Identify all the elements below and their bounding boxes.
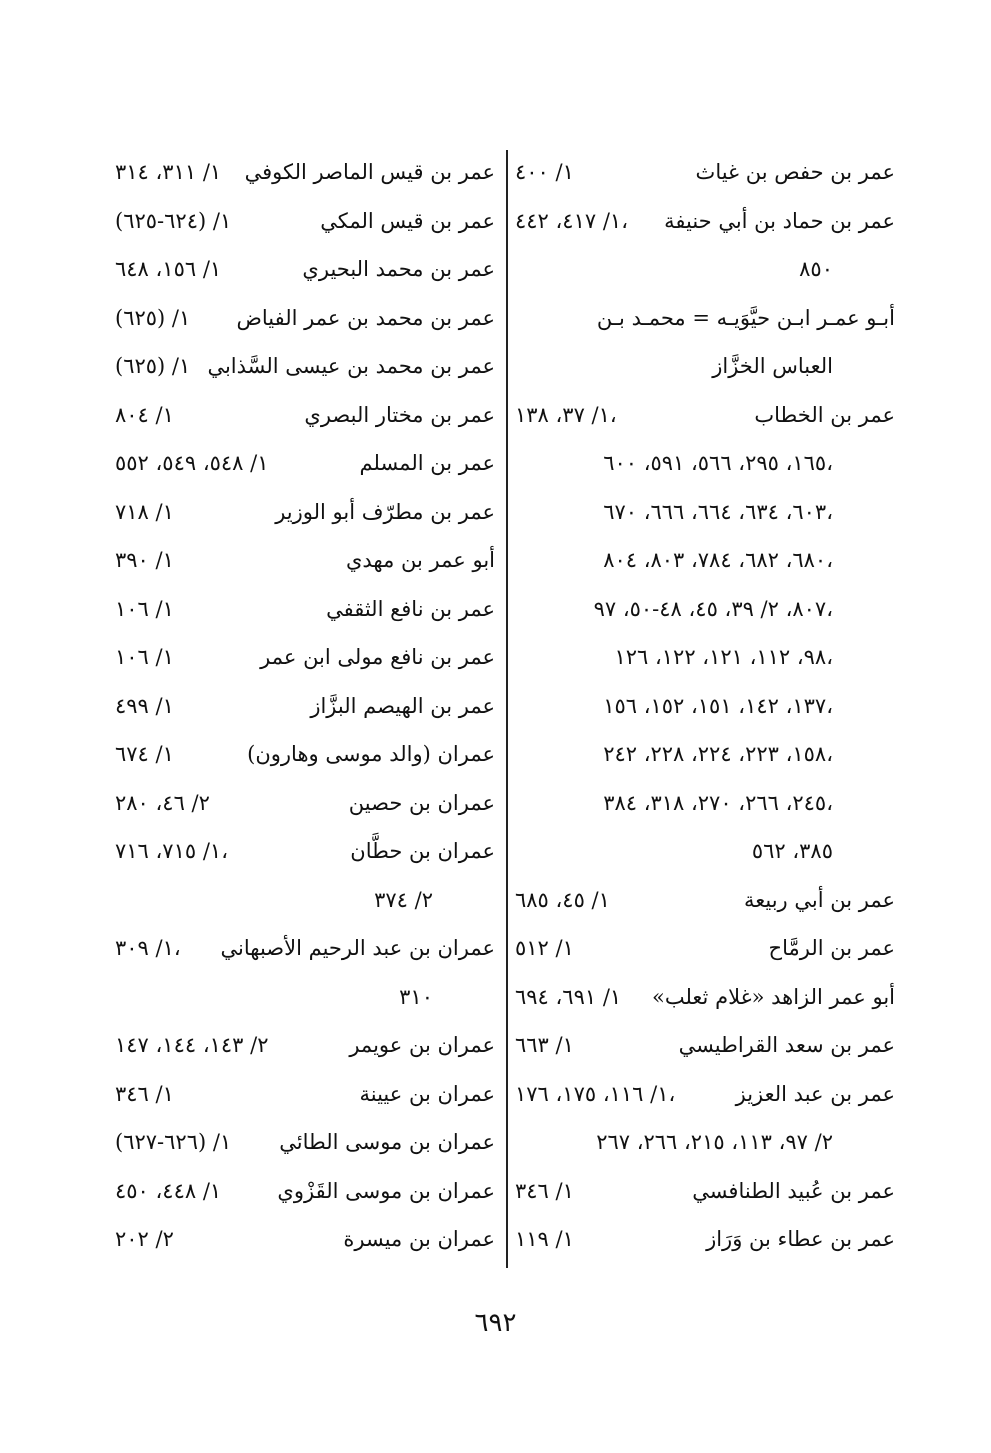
entry-refs: ٢/ ٢٠٢ [115,1227,174,1251]
index-entry [515,197,895,246]
index-entry [515,148,895,197]
entry-name: عمران بن ميسرة [343,1227,495,1251]
entry-name: عمر بن محمد بن عمر الفياض [236,305,495,330]
index-entry [515,1070,895,1119]
entry-refs: ١/ ١٠٦ [115,645,174,669]
entry-refs: ١/ ٥١٢ [515,936,574,960]
entry-name: عمر بن حماد بن أبي حنيفة [664,208,895,233]
entry-refs: ٢/ ٣٧٤ [374,887,433,912]
entry-name: عمران بن حطَّان [350,839,495,863]
entry-refs: ٣٨٥، ٥٦٢ [751,839,833,863]
entry-name: عمران (والد موسى وهارون) [247,742,495,766]
column-divider [506,150,508,1268]
index-entry [515,294,895,343]
index-entry [515,585,895,634]
index-entry [115,245,495,294]
entry-refs: ١/ ٤٩٩ [115,693,174,718]
index-column-left [115,148,495,1264]
index-entry [115,730,495,779]
entry-refs: ٨٥٠ [799,257,833,281]
index-entry [115,924,495,973]
entry-refs: ١/ ٣٤٦ [515,1178,574,1203]
entry-name: عمر بن عُبيد الطنافسي [692,1178,895,1203]
index-entry [515,488,895,537]
index-entry [115,827,495,876]
entry-name: عمر بن محمد البحيري [302,257,495,281]
index-entry [115,585,495,634]
entry-name: عمر بن محمد بن عيسى السَّذابي [207,354,495,378]
entry-name: عمر بن مختار البصري [304,402,495,427]
entry-refs: ١/ ٣٧، ١٣٨، [515,402,617,427]
index-entry [115,488,495,537]
entry-name: عمر بن الخطاب [754,402,895,427]
index-entry [515,1118,895,1167]
entry-refs: ١/ ٧١٨ [115,499,174,524]
entry-refs: ١/ ١١٩ [515,1227,574,1251]
index-entry [115,876,495,925]
entry-refs: ١٣٧، ١٤٢، ١٥١، ١٥٢، ١٥٦، [603,693,833,718]
index-entry [515,536,895,585]
page-number: ٦٩٢ [474,1308,517,1338]
entry-refs: ١/ (٦٢٥) [115,354,191,378]
index-entry [115,342,495,391]
entry-refs: ١/ ٤٠٠ [515,160,574,184]
index-entry [515,342,895,391]
entry-refs: ١/ ٦٧٤ [115,742,174,766]
index-entry [515,682,895,731]
index-entry [515,827,895,876]
index-entry [115,682,495,731]
entry-refs: ١/ ٧١٥، ٧١٦، [115,839,228,863]
entry-refs: ٦٨٠، ٦٨٢، ٧٨٤، ٨٠٣، ٨٠٤، [603,548,833,572]
index-entry [115,197,495,246]
index-entry [115,1070,495,1119]
entry-name: عمر بن مطرّف أبو الوزير [275,499,495,524]
entry-name: عمر بن قيس الماصر الكوفي [244,160,495,184]
index-entry [115,1021,495,1070]
entry-refs: ٣١٠ [399,984,433,1009]
index-entry [515,779,895,828]
index-entry [515,633,895,682]
entry-refs: ١/ ٦٦٣ [515,1033,574,1057]
entry-refs: ١/ ٥٤٨، ٥٤٩، ٥٥٢ [115,451,269,475]
entry-refs: ١/ (٦٢٦-٦٢٧) [115,1130,232,1154]
index-entry [515,973,895,1022]
index-entry [115,1215,495,1264]
index-entry [515,1167,895,1216]
index-entry [515,1021,895,1070]
entry-refs: ١/ ٣٠٩، [115,936,181,960]
index-entry [115,779,495,828]
entry-refs: ١/ ١١٦، ١٧٥، ١٧٦، [515,1081,676,1106]
index-entry [115,633,495,682]
entry-refs: ٢٤٥، ٢٦٦، ٢٧٠، ٣١٨، ٣٨٤، [603,790,833,815]
entry-refs: ١/ ٤١٧، ٤٤٢، [515,208,628,233]
entry-name: عمران بن موسى الطائي [279,1130,495,1154]
index-entry [115,973,495,1022]
index-entry [115,536,495,585]
entry-refs: ١/ ٤٥، ٦٨٥ [515,887,610,912]
entry-refs: ١/ ٣٩٠ [115,548,174,572]
index-entry [515,391,895,440]
entry-refs: ٦٠٣، ٦٣٤، ٦٦٤، ٦٦٦، ٦٧٠، [603,499,833,524]
entry-name: أبو عمر الزاهد «غلام ثعلب» [652,984,895,1009]
entry-name: عمران بن عويمر [349,1033,495,1057]
index-entry [515,924,895,973]
entry-refs: ١/ (٦٢٤-٦٢٥) [115,208,232,233]
entry-name: عمر بن الهيصم البزَّاز [310,693,495,718]
entry-name: عمر بن الرمَّاح [768,936,895,960]
entry-refs: ١/ ٦٩١، ٦٩٤ [515,984,622,1009]
entry-name: أبو عمر بن مهدي [345,548,495,572]
entry-refs: ١/ ١٠٦ [115,596,174,621]
entry-name: عمر بن نافع الثقفي [326,596,495,621]
entry-refs: ٢/ ١٤٣، ١٤٤، ١٤٧ [115,1033,269,1057]
index-entry [115,148,495,197]
entry-refs: العباس الخزَّاز [712,354,833,378]
index-entry [115,439,495,488]
entry-refs: ١/ ٨٠٤ [115,402,174,427]
index-entry [515,439,895,488]
entry-name: عمر بن عطاء بن وَرَاز [706,1227,895,1251]
entry-name: عمران بن عبد الرحيم الأصبهاني [220,936,495,960]
entry-name: عمران بن حصين [348,790,495,815]
index-entry [515,245,895,294]
entry-refs: ٩٨، ١١٢، ١٢١، ١٢٢، ١٢٦، [614,645,833,669]
entry-refs: ٢/ ٩٧، ١١٣، ٢١٥، ٢٦٦، ٢٦٧ [596,1130,833,1154]
index-entry [515,1215,895,1264]
index-entry [115,1167,495,1216]
index-entry [115,1118,495,1167]
entry-name: عمر بن المسلم [359,451,495,475]
entry-name: عمر بن حفص بن غياث [695,160,895,184]
entry-refs: ٢/ ٤٦، ٢٨٠ [115,790,210,815]
entry-refs: ١/ ٣٤٦ [115,1081,174,1106]
entry-refs: ٨٠٧، ٢/ ٣٩، ٤٥، ٤٨-٥٠، ٩٧، [593,596,833,621]
entry-name: عمر بن قيس المكي [320,208,495,233]
index-entry [515,730,895,779]
entry-refs: ١٦٥، ٢٩٥، ٥٦٦، ٥٩١، ٦٠٠، [603,451,833,475]
entry-refs: ١٥٨، ٢٢٣، ٢٢٤، ٢٢٨، ٢٤٢، [603,742,833,766]
index-column-right [515,148,895,1264]
entry-name: عمر بن أبي ربيعة [743,887,895,912]
entry-refs: ١/ ٣١١، ٣١٤ [115,160,222,184]
index-entry [115,294,495,343]
entry-refs: ١/ ٤٤٨، ٤٥٠ [115,1178,222,1203]
index-entry [515,876,895,925]
entry-refs: ١/ ١٥٦، ٦٤٨ [115,257,222,281]
entry-name: عمر بن عبد العزيز [735,1081,895,1106]
entry-name: عمر بن نافع مولى ابن عمر [260,645,495,669]
entry-refs: ١/ (٦٢٥) [115,305,191,330]
entry-name: عمران بن عيينة [359,1081,495,1106]
index-entry [115,391,495,440]
entry-name: عمران بن موسى القَزْوي [277,1178,495,1203]
entry-name: عمر بن سعد القراطيسي [678,1033,895,1057]
entry-name: أبـو عمـر ابـن حيَّوَيـه = محمـد بـن [596,305,895,330]
